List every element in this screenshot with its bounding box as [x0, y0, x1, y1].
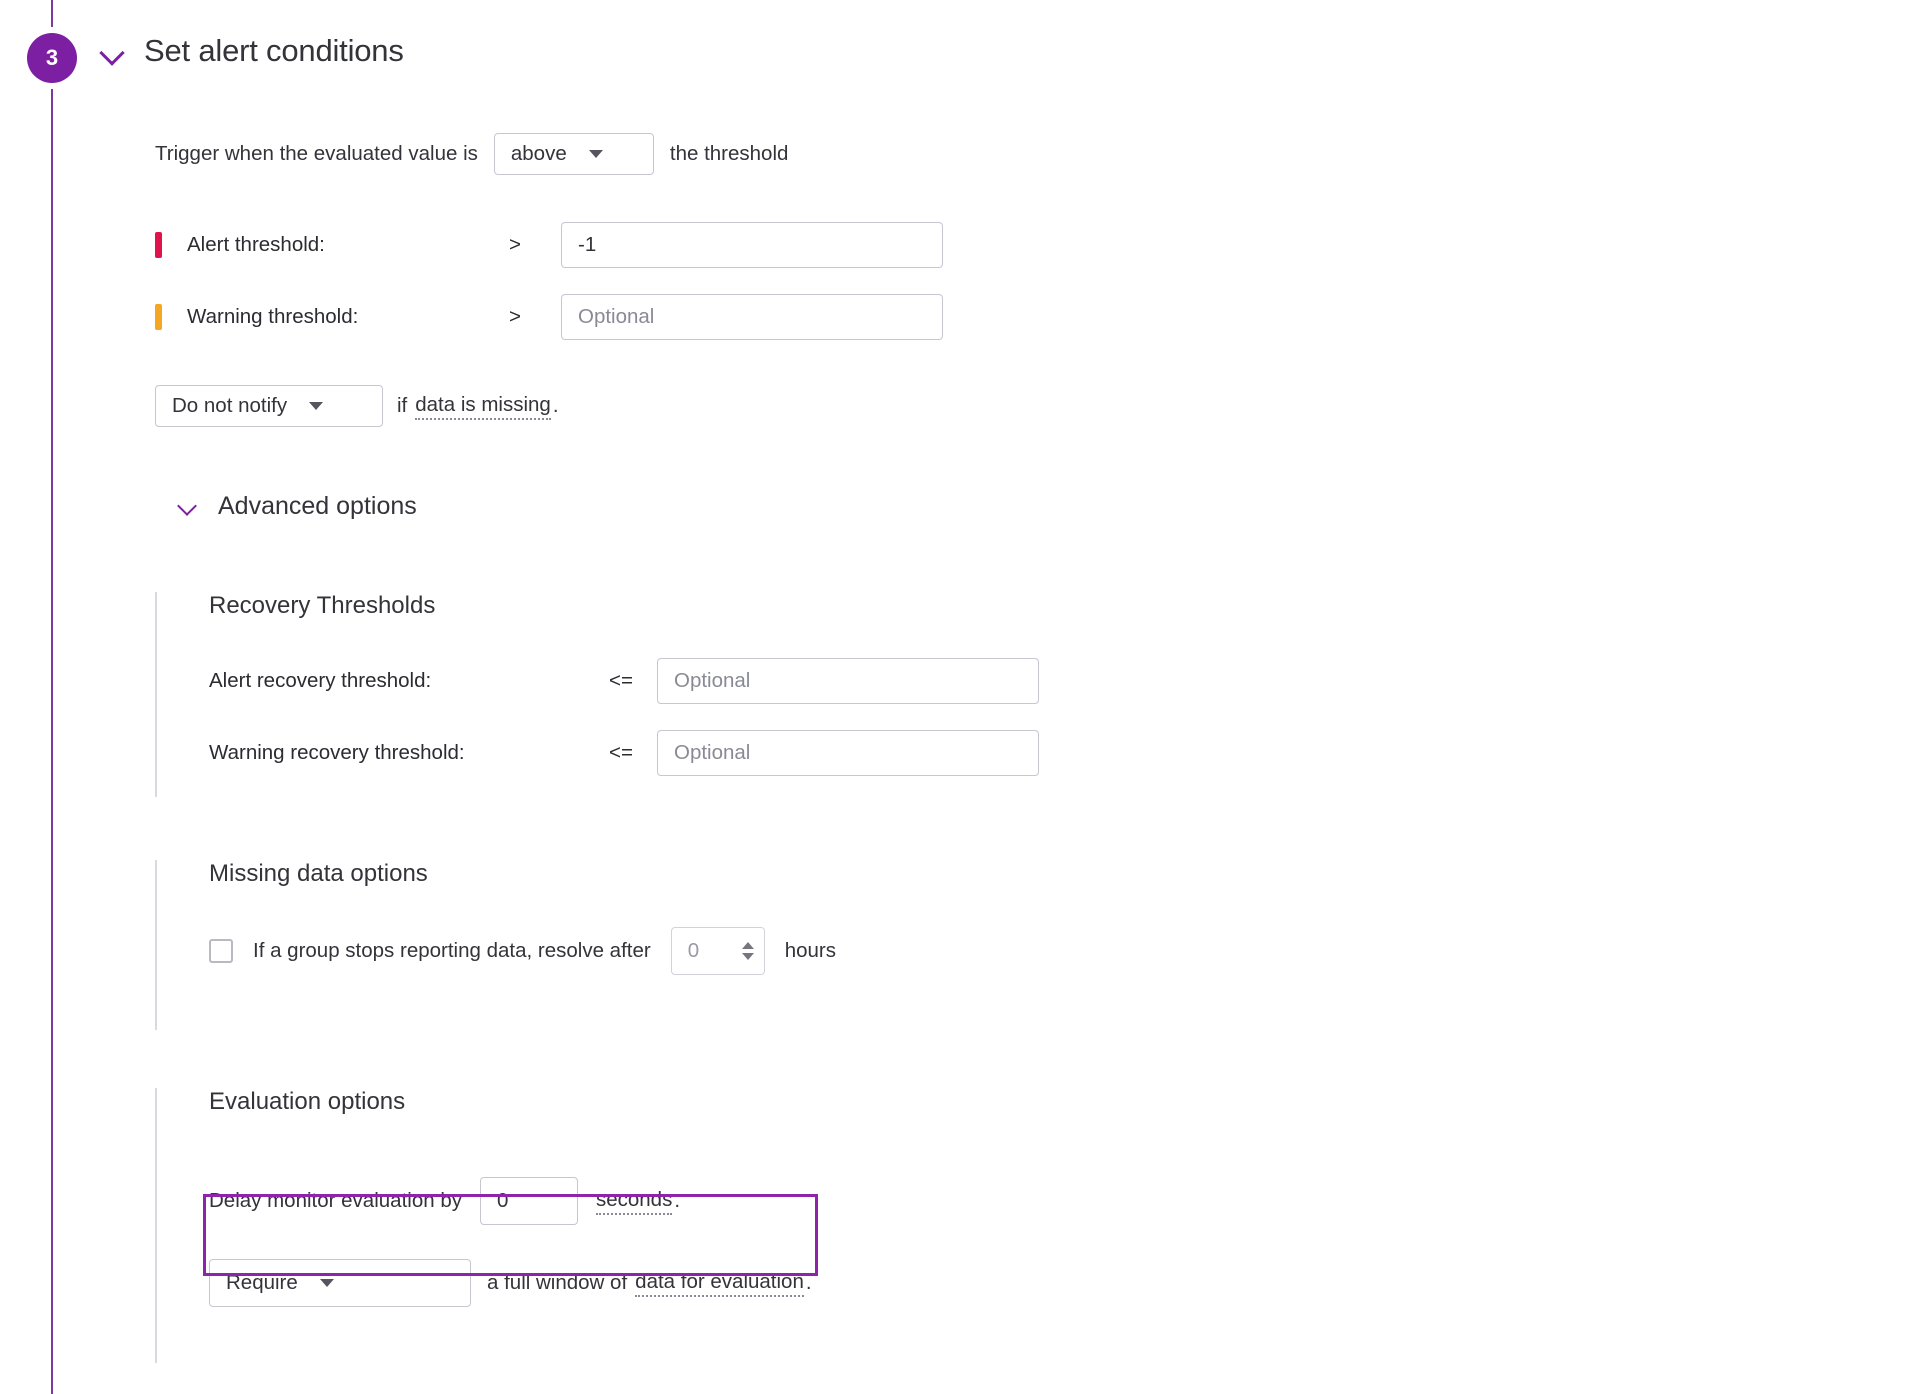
missing-data-options-title: Missing data options: [209, 860, 428, 887]
warning-threshold-input[interactable]: Optional: [561, 294, 943, 340]
notify-period: .: [552, 394, 559, 417]
missing-data-options-group: [155, 860, 1155, 1030]
alert-recovery-label: Alert recovery threshold:: [209, 669, 432, 692]
chevron-down-icon: [589, 150, 603, 158]
alert-threshold-label: Alert threshold:: [187, 233, 325, 256]
notify-select-value: Do not notify: [172, 394, 288, 417]
threshold-fields: [155, 222, 943, 366]
resolve-after-label: If a group stops reporting data, resolve after: [253, 939, 651, 962]
data-is-missing-link[interactable]: data is missing: [415, 393, 551, 420]
warning-recovery-label: Warning recovery threshold:: [209, 741, 465, 764]
warning-recovery-row: [209, 730, 1155, 776]
alert-threshold-operator: >: [509, 233, 521, 256]
trigger-prefix-label: Trigger when the evaluated value is: [155, 142, 478, 165]
chevron-down-icon: [309, 402, 323, 410]
advanced-options-label: Advanced options: [218, 492, 417, 520]
page-title: Set alert conditions: [144, 33, 404, 68]
step-rail: [51, 0, 53, 1394]
alert-recovery-input[interactable]: Optional: [657, 658, 1039, 704]
missing-data-resolve-row: [209, 928, 1155, 974]
section-header[interactable]: [100, 33, 404, 69]
step-number-badge: 3: [27, 33, 77, 83]
chevron-down-icon[interactable]: [100, 38, 126, 64]
stepper-arrows-icon[interactable]: [742, 942, 754, 960]
resolve-after-unit-label: hours: [784, 939, 836, 962]
alert-severity-swatch: [155, 232, 162, 258]
evaluation-window-text: a full window of: [487, 1271, 628, 1294]
delay-evaluation-period: .: [674, 1189, 681, 1212]
trigger-suffix-label: the threshold: [669, 142, 789, 165]
warning-recovery-input[interactable]: Optional: [657, 730, 1039, 776]
alert-threshold-input[interactable]: -1: [561, 222, 943, 268]
warning-severity-swatch: [155, 304, 162, 330]
data-for-evaluation-link[interactable]: data for evaluation: [635, 1270, 804, 1297]
warning-threshold-row: [155, 294, 943, 340]
notify-if-label: if: [397, 394, 408, 417]
recovery-thresholds-group: [155, 592, 1155, 797]
alert-recovery-row: [209, 658, 1155, 704]
warning-threshold-label: Warning threshold:: [187, 305, 359, 328]
alert-threshold-row: [155, 222, 943, 268]
resolve-after-hours-value: 0: [687, 939, 700, 962]
evaluation-options-title: Evaluation options: [209, 1088, 406, 1115]
alert-recovery-operator: <=: [609, 669, 633, 692]
delay-evaluation-highlight: [203, 1194, 818, 1276]
advanced-options-toggle[interactable]: [178, 492, 417, 521]
evaluation-window-select-value: Require: [226, 1271, 298, 1294]
evaluation-window-period: .: [805, 1271, 812, 1294]
resolve-after-hours-stepper[interactable]: [671, 927, 765, 975]
comparator-select[interactable]: [494, 133, 654, 175]
warning-recovery-operator: <=: [609, 741, 633, 764]
trigger-condition-row: [155, 133, 788, 175]
delay-evaluation-unit: seconds: [596, 1188, 672, 1215]
delay-evaluation-label: Delay monitor evaluation by: [209, 1189, 462, 1212]
notify-select[interactable]: [155, 385, 383, 427]
chevron-down-icon: [320, 1279, 334, 1287]
delay-evaluation-input[interactable]: 0: [480, 1177, 578, 1225]
chevron-down-icon[interactable]: [178, 494, 204, 520]
missing-data-notify-row: [155, 385, 559, 427]
comparator-select-value: above: [510, 142, 567, 165]
resolve-after-checkbox[interactable]: [209, 939, 233, 963]
recovery-thresholds-title: Recovery Thresholds: [209, 592, 436, 619]
warning-threshold-operator: >: [509, 305, 521, 328]
